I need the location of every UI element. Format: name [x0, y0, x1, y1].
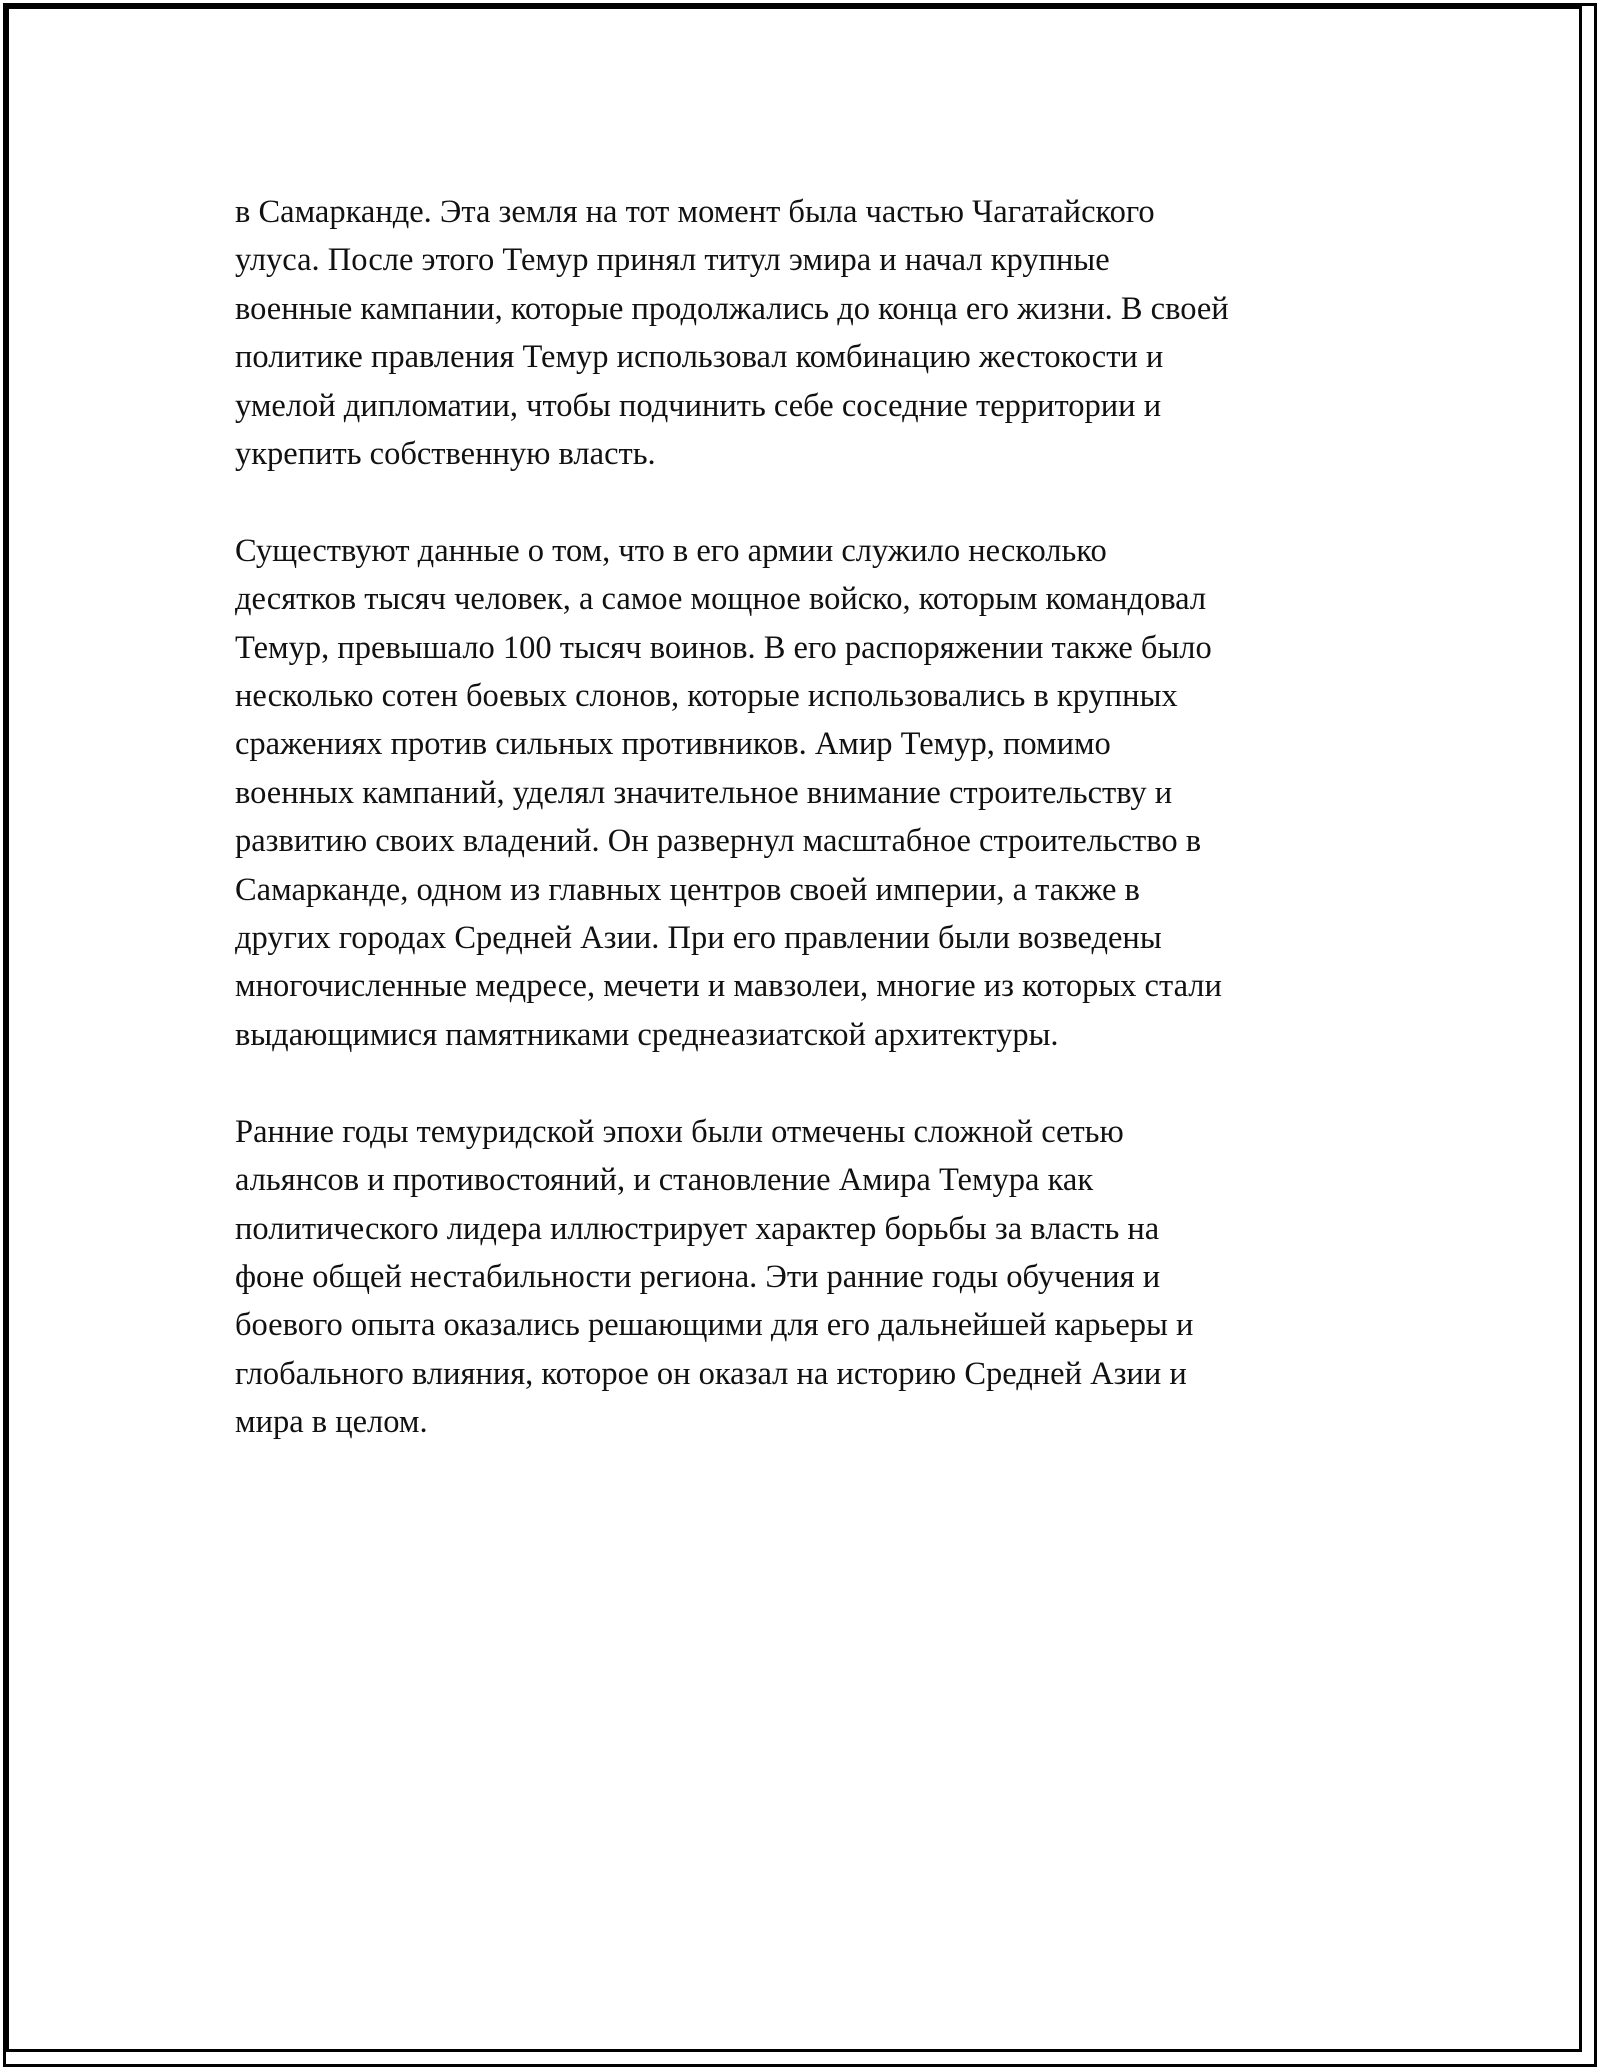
text-line: в Самарканде. Эта земля на тот момент была частью Чагатайского — [235, 194, 1155, 230]
paragraph-2 — [235, 527, 1415, 1059]
text-line: выдающимися памятниками среднеазиатской архитектуры. — [235, 1016, 1059, 1053]
text-line: политического лидера иллюстрирует характер борьбы за власть на — [235, 1210, 1160, 1247]
document-body — [235, 188, 1415, 1447]
paragraph-3 — [235, 1108, 1415, 1447]
text-line: мира в целом. — [235, 1404, 428, 1441]
text-line: Существуют данные о том, что в его армии служило несколько — [235, 532, 1107, 569]
text-line: сражениях против сильных противников. Амир Темур, помимо — [235, 726, 1111, 763]
text-line: Темур, превышало 100 тысяч воинов. В его распоряжении также было — [235, 629, 1212, 666]
text-line: Ранние годы темуридской эпохи были отмечены сложной сетью — [235, 1113, 1124, 1150]
text-line: военных кампаний, уделял значительное внимание строительству и — [235, 774, 1173, 811]
text-line: других городах Средней Азии. При его правлении были возведены — [235, 920, 1162, 957]
text-line: несколько сотен боевых слонов, которые использовались в крупных — [235, 678, 1178, 715]
paragraph-1 — [235, 188, 1415, 478]
text-line: военные кампании, которые продолжались до конца его жизни. В своей — [235, 290, 1229, 327]
text-line: Самарканде, одном из главных центров своей империи, а также в — [235, 871, 1140, 908]
text-line: развитию своих владений. Он развернул масштабное строительство в — [235, 823, 1202, 860]
text-line: боевого опыта оказались решающими для его дальнейшей карьеры и — [235, 1307, 1194, 1344]
text-line: укрепить собственную власть. — [235, 436, 656, 473]
text-line: умелой дипломатии, чтобы подчинить себе соседние территории и — [235, 387, 1162, 424]
text-line: десятков тысяч человек, а самое мощное войско, которым командовал — [235, 581, 1207, 618]
text-line: альянсов и противостояний, и становление Амира Темура как — [235, 1162, 1094, 1199]
text-line: фоне общей нестабильности региона. Эти ранние годы обучения и — [235, 1258, 1161, 1295]
text-line: глобального влияния, которое он оказал на историю Средней Азии и — [235, 1355, 1187, 1392]
text-line: улуса. После этого Темур принял титул эмира и начал крупные — [235, 242, 1110, 279]
text-line: многочисленные медресе, мечети и мавзолеи, многие из которых стали — [235, 968, 1222, 1005]
text-line: политике правления Темур использовал комбинацию жестокости и — [235, 339, 1164, 376]
